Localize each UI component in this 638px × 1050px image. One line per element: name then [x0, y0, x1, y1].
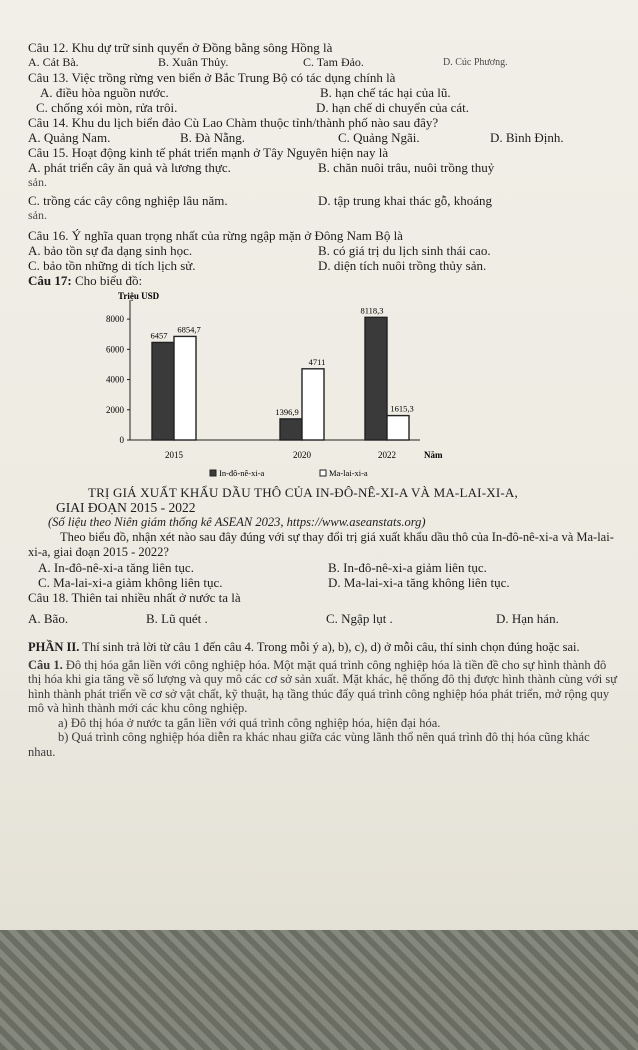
- q15-a2: sản.: [28, 175, 47, 189]
- exam-content: [28, 40, 618, 759]
- q16-c: C. bảo tồn những di tích lịch sử.: [28, 258, 196, 273]
- x-tick-label: 2020: [293, 450, 311, 460]
- q18-stem: Câu 18. Thiên tai nhiều nhất ở nước ta là: [28, 590, 241, 605]
- q17-row2: [28, 575, 618, 590]
- q17-c: C. Ma-lai-xi-a giảm không liên tục.: [38, 575, 223, 590]
- q18-d: D. Hạn hán.: [496, 611, 559, 626]
- y-tick-label: 2000: [106, 404, 124, 415]
- q13-d: D. hạn chế di chuyển của cát.: [316, 100, 470, 115]
- chart-svg: [90, 290, 490, 485]
- q12-b: B. Xuân Thủy.: [158, 55, 229, 69]
- bar-innxia-2015: [152, 342, 174, 440]
- bar-chart: [90, 290, 490, 485]
- q16-row1: [28, 243, 618, 258]
- q17-stem2: Theo biểu đồ, nhận xét nào sau đây đúng với sự thay đổi trị giá xuất khẩu dầu thô của In-đô-nê-xi-a và Ma-lai-xi-a, giai đoạn 2015 - 2022?: [28, 530, 614, 559]
- bar-malaixia-2022: [387, 416, 409, 440]
- x-tick-label: 2022: [378, 450, 396, 460]
- q15-row1: [28, 160, 618, 175]
- part2-q1: [28, 658, 618, 716]
- q15-d: D. tập trung khai thác gỗ, khoáng: [318, 193, 493, 208]
- q15-a: A. phát triển cây ăn quả và lương thực.: [28, 160, 231, 175]
- part2: [28, 640, 618, 759]
- q12-stem: Câu 12. Khu dự trữ sinh quyển ở Đồng bằng sông Hồng là: [28, 40, 333, 55]
- q18-a: A. Bão.: [28, 611, 69, 626]
- q13-stem: Câu 13. Việc trồng rừng ven biển ở Bắc Trung Bộ có tác dụng chính là: [28, 70, 396, 85]
- q12-a: A. Cát Bà.: [28, 55, 79, 69]
- x-axis-label: Năm: [424, 450, 443, 460]
- legend-label-0: In-đô-nê-xi-a: [219, 468, 265, 478]
- legend-label-1: Ma-lai-xi-a: [329, 468, 368, 478]
- q12-d: D. Cúc Phương.: [443, 57, 508, 68]
- q13-c: C. chống xói mòn, rửa trôi.: [36, 100, 178, 115]
- q14-c: C. Quảng Ngãi.: [338, 130, 420, 145]
- q15-row2b: [28, 208, 618, 223]
- bar-value-label: 8118,3: [360, 305, 384, 316]
- bar-value-label: 6854,7: [177, 324, 201, 335]
- part2-q1-label: Câu 1.: [28, 657, 63, 672]
- bar-innxia-2020: [280, 419, 302, 440]
- q14-b: B. Đà Nẵng.: [180, 130, 245, 145]
- part2-q1-text: Đô thị hóa gắn liền với công nghiệp hóa. Một mặt quá trình công nghiệp hóa là tiền đề cho sự hình thành đô thị hóa khi gia tăng về số lượng và quy mô các cơ sở sản xuất. Mặt khác, hệ thống đô thị được hình thành cùng với sự hình thành phát triển về cơ sở vật chất, kỹ thuật, hạ tầng thúc đẩy quá trình công nghiệp hóa phát triển, mở rộng quy mô và hình thành mới các khu công nghiệp.: [28, 657, 618, 715]
- q15-row1b: [28, 175, 618, 190]
- q14-options: [28, 130, 618, 145]
- q16-a: A. bảo tồn sự đa dạng sinh học.: [28, 243, 193, 258]
- y-axis-label: Triệu USD: [118, 291, 160, 301]
- q12-c: C. Tam Đảo.: [303, 55, 364, 69]
- legend-swatch-0: [210, 470, 216, 476]
- y-tick-label: 0: [119, 435, 124, 445]
- bar-value-label: 4711: [308, 356, 326, 367]
- q15-c: C. trồng các cây công nghiệp lâu năm.: [28, 193, 228, 208]
- q15-stem: Câu 15. Hoạt động kinh tế phát triển mạnh ở Tây Nguyên hiện nay là: [28, 145, 389, 160]
- part2-q1-a: a) Đô thị hóa ở nước ta gắn liền với quá trình công nghiệp hóa, hiện đại hóa.: [58, 715, 441, 730]
- chart-title-line2: GIAI ĐOẠN 2015 - 2022: [56, 500, 196, 515]
- chart-title-line1: TRỊ GIÁ XUẤT KHẨU DẦU THÔ CỦA IN-ĐÔ-NÊ-XI-A VÀ MA-LAI-XI-A,: [88, 485, 518, 500]
- q17-stem: [28, 273, 618, 288]
- q16-b: B. có giá trị du lịch sinh thái cao.: [318, 243, 491, 258]
- q16-d: D. diện tích nuôi trồng thủy sản.: [318, 258, 487, 273]
- x-tick-label: 2015: [165, 450, 183, 460]
- y-tick-label: 8000: [106, 314, 124, 325]
- q15-c2: sản.: [28, 208, 47, 222]
- part2-instructions: Thí sinh trả lời từ câu 1 đến câu 4. Trong mỗi ý a), b), c), d) ở mỗi câu, thí sinh chọn đúng hoặc sai.: [79, 640, 580, 654]
- q17-stem-text: Cho biểu đồ:: [71, 273, 143, 288]
- bar-value-label: 6457: [150, 330, 168, 341]
- q15-b: B. chăn nuôi trâu, nuôi trồng thuỷ: [318, 160, 495, 175]
- bar-malaixia-2015: [174, 336, 196, 440]
- q14-a: A. Quảng Nam.: [28, 130, 111, 145]
- q18-b: B. Lũ quét .: [146, 611, 208, 626]
- q13-a: A. điều hòa nguồn nước.: [40, 85, 169, 100]
- q13-row1: [28, 85, 618, 100]
- bar-innxia-2022: [365, 317, 387, 440]
- table-surface: [0, 930, 638, 1050]
- y-tick-label: 6000: [106, 344, 124, 355]
- q16-stem: Câu 16. Ý nghĩa quan trọng nhất của rừng ngập mặn ở Đông Nam Bộ là: [28, 228, 403, 243]
- q17-row1: [28, 560, 618, 575]
- q17-a: A. In-đô-nê-xi-a tăng liên tục.: [38, 560, 194, 575]
- q17-d: D. Ma-lai-xi-a tăng không liên tục.: [328, 575, 510, 590]
- chart-source: (Số liệu theo Niên giám thống kê ASEAN 2023, https://www.aseanstats.org): [48, 515, 426, 529]
- q16-row2: [28, 258, 618, 273]
- q14-d: D. Bình Định.: [490, 130, 564, 145]
- q13-row2: [28, 100, 618, 115]
- q12-options: [28, 55, 618, 70]
- q14-stem-text: Câu 14. Khu du lịch biển đảo Cù Lao Chàm thuộc tỉnh/thành phố nào sau đây?: [28, 115, 439, 130]
- q17-b: B. In-đô-nê-xi-a giảm liên tục.: [328, 560, 487, 575]
- part2-q1-b: b) Quá trình công nghiệp hóa diễn ra khác nhau giữa các vùng lãnh thổ nên quá trình đô thị hóa cũng khác nhau.: [28, 730, 590, 759]
- bar-malaixia-2020: [302, 369, 324, 440]
- part2-heading: [28, 640, 618, 655]
- legend-swatch-1: [320, 470, 326, 476]
- q18-c: C. Ngập lụt .: [326, 611, 393, 626]
- part2-title: PHẦN II.: [28, 640, 80, 654]
- y-tick-label: 4000: [106, 374, 124, 385]
- bar-value-label: 1615,3: [390, 403, 414, 414]
- q15-row2: [28, 193, 618, 208]
- q18-options: [28, 611, 618, 626]
- q17-number: Câu 17:: [28, 273, 72, 288]
- bar-value-label: 1396,9: [275, 406, 299, 417]
- q14-stem: [28, 115, 618, 130]
- q13-b: B. hạn chế tác hại của lũ.: [320, 85, 451, 100]
